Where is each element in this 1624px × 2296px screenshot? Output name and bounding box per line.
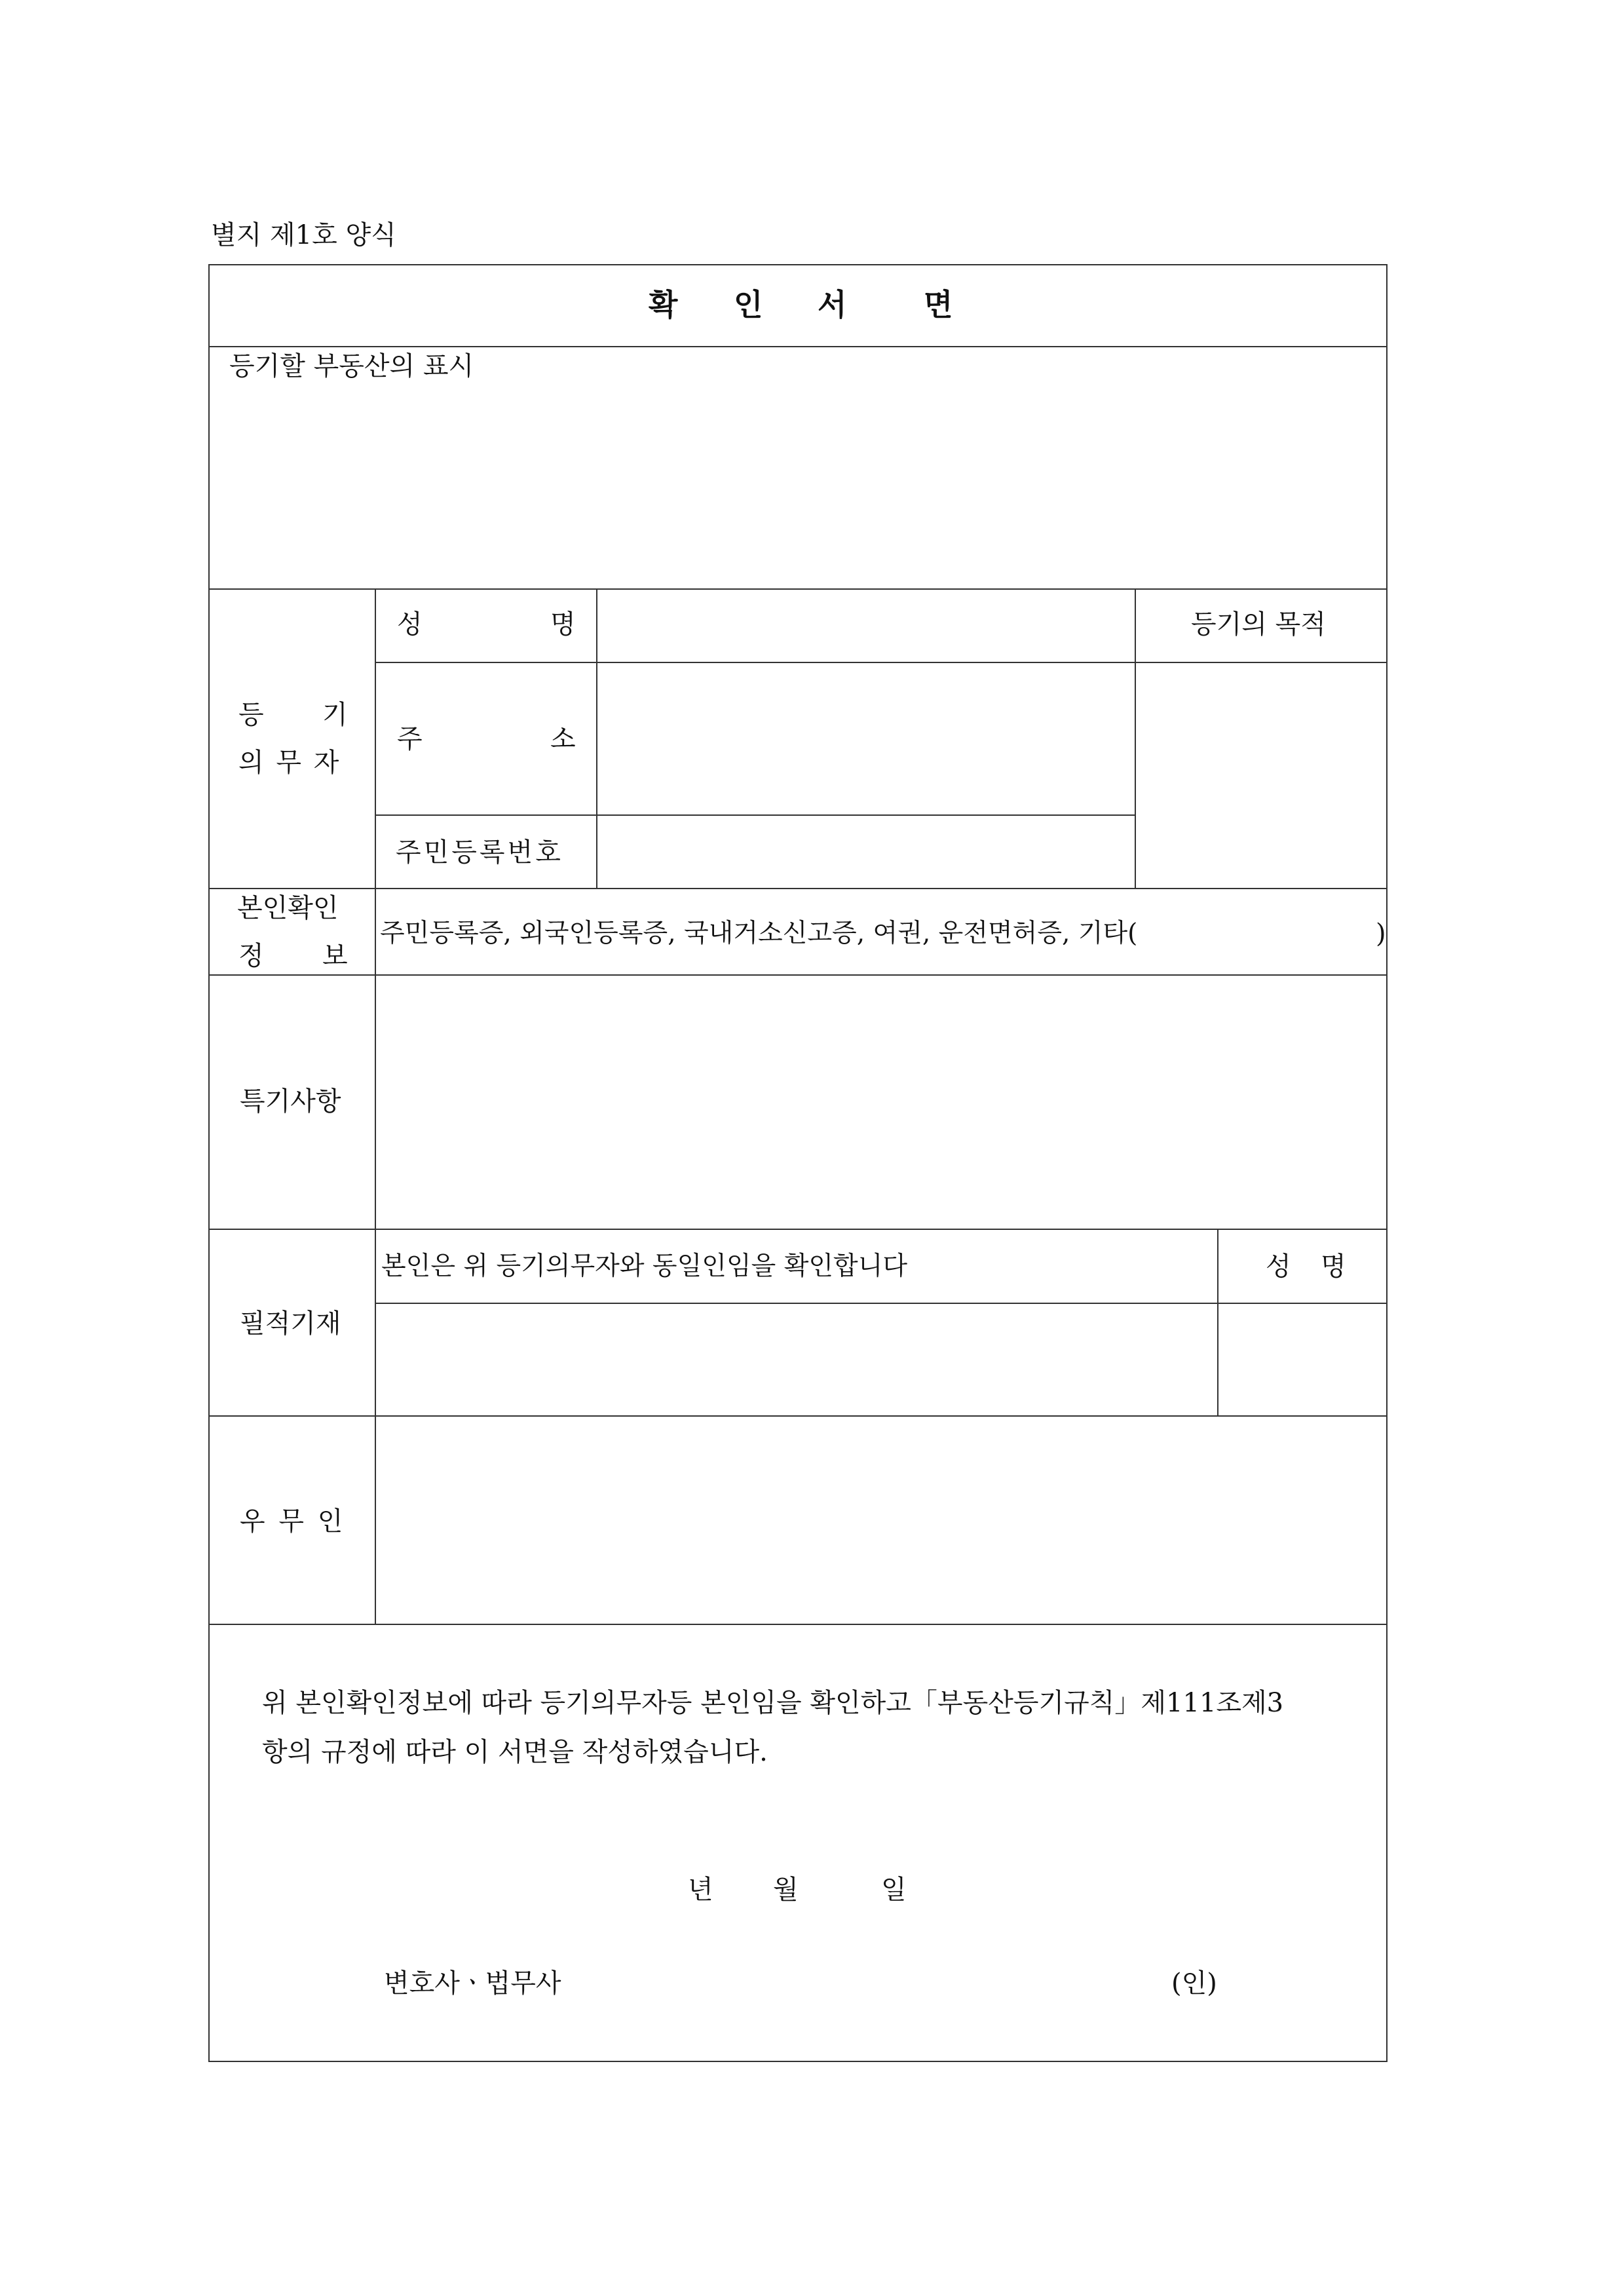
purpose-column-divider	[1135, 588, 1136, 888]
signature-column-divider	[1217, 1229, 1218, 1415]
title-divider	[208, 346, 1388, 347]
id-info-label-char: 정	[238, 941, 264, 971]
id-info-label: 본인확인	[237, 893, 339, 923]
statement-divider	[375, 1303, 1388, 1304]
address-field[interactable]	[603, 672, 1127, 809]
property-divider	[208, 588, 1388, 590]
address-row-divider	[375, 814, 1135, 816]
purpose-label: 등기의 목적	[1191, 609, 1326, 640]
signer-title: 변호사ㆍ법무사	[384, 1968, 561, 1999]
title-char: 면	[924, 287, 953, 322]
handwriting-field[interactable]	[387, 1311, 1205, 1409]
purpose-field[interactable]	[1143, 672, 1379, 881]
obligor-label-char: 기	[322, 700, 348, 730]
thumbprint-divider	[208, 1624, 1388, 1625]
handwriting-label: 필적기재	[240, 1309, 341, 1339]
thumbprint-area[interactable]	[387, 1425, 1376, 1615]
remarks-label: 특기사항	[240, 1086, 341, 1117]
id-close-paren: )	[1376, 919, 1386, 949]
obligor-divider	[208, 888, 1388, 889]
name-label-char: 성	[397, 609, 423, 640]
declaration-line-2: 항의 규정에 따라 이 서면을 작성하였습니다.	[262, 1737, 768, 1767]
address-label-char: 주	[397, 724, 423, 754]
id-document-options[interactable]: 주민등록증, 외국인등록증, 국내거소신고증, 여권, 운전면허증, 기타(	[380, 919, 1138, 948]
title-char: 인	[734, 287, 763, 322]
obligor-label: 의 무 자	[238, 748, 339, 778]
field-label-divider	[596, 588, 597, 888]
date-month-label: 월	[773, 1875, 799, 1905]
date-year-label: 년	[688, 1875, 713, 1905]
label-column-divider	[375, 588, 376, 1624]
property-label: 등기할 부동산의 표시	[229, 351, 474, 381]
form-number-label: 별지 제1호 양식	[211, 220, 396, 250]
id-info-label-char: 보	[322, 941, 348, 971]
name-row-divider	[375, 662, 1388, 663]
declaration-line-1: 위 본인확인정보에 따라 등기의무자등 본인임을 확인하고「부동산등기규칙」제111조제3	[262, 1688, 1284, 1718]
identity-statement: 본인은 위 등기의무자와 동일인임을 확인합니다	[381, 1252, 908, 1281]
title-char: 서	[818, 287, 847, 322]
signature-field[interactable]	[1225, 1311, 1379, 1409]
id-info-divider	[208, 974, 1388, 976]
rrn-field[interactable]	[603, 822, 1127, 881]
name-field[interactable]	[603, 598, 1127, 657]
name-label-char: 명	[550, 609, 576, 640]
obligor-label-char: 등	[238, 700, 264, 730]
date-day-label: 일	[881, 1875, 907, 1905]
thumbprint-label: 우 무 인	[240, 1506, 343, 1537]
address-label-char: 소	[550, 724, 576, 754]
title-char: 확	[649, 287, 678, 322]
seal-mark: (인)	[1171, 1968, 1217, 1999]
remarks-field[interactable]	[387, 983, 1376, 1219]
remarks-divider	[208, 1229, 1388, 1230]
signature-name-char: 성	[1266, 1252, 1291, 1282]
signature-name-char: 명	[1321, 1252, 1346, 1282]
handwriting-divider	[208, 1415, 1388, 1417]
rrn-label: 주민등록번호	[396, 837, 563, 868]
